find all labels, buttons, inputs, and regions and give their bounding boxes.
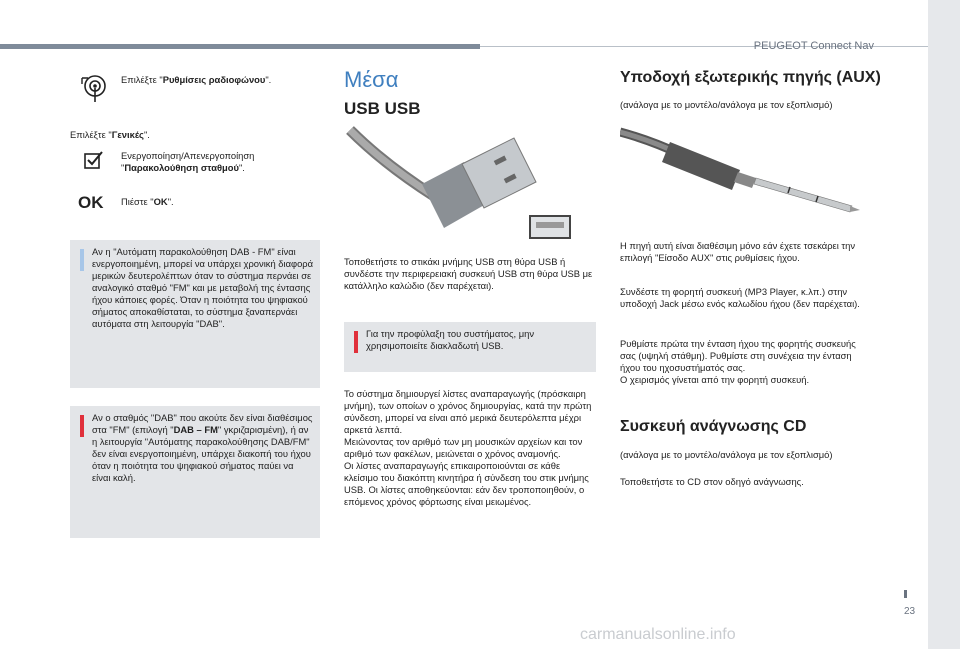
page-marker (904, 590, 907, 598)
checkbox-checked-icon (83, 150, 103, 170)
header-bar (0, 44, 480, 49)
usb-subtitle: USB USB (344, 99, 421, 118)
cd-title: Συσκευή ανάγνωσης CD (620, 418, 807, 435)
warning-note-dab-fm (70, 406, 320, 538)
info-marker (80, 249, 84, 271)
ok-text: Πιέστε "OK". (121, 196, 174, 207)
aux-title: Υποδοχή εξωτερικής πηγής (AUX) (620, 69, 881, 86)
aux-note: Η πηγή αυτή είναι διαθέσιμη μόνο εάν έχετε τσεκάρει την επιλογή "Είσοδο AUX" στις ρυθμίσεις ήχου. (620, 240, 856, 263)
cd-availability: (ανάλογα με το μοντέλο/ανάλογα με τον εξοπλισμό) (620, 449, 833, 460)
watermark: carmanualsonline.info (580, 626, 736, 643)
usb-plug-illustration (344, 124, 596, 242)
tracking-text: Ενεργοποίηση/Απενεργοποίηση "Παρακολούθηση σταθμού". (121, 150, 255, 173)
warning-note-text: Αν ο σταθμός "DAB" που ακούτε δεν είναι διαθέσιμος στα "FM" (επιλογή "DAB – FM" γκριζαρισμένη), ή αν η λειτουργία "Αυτόματης παρακολούθησης DAB/FM" δεν είναι ενεργοποιημένη, υπάρχει διακοπή του ήχου όταν η ποιότητα του ψηφιακού σήματος παύει να είναι καλή. (92, 412, 313, 483)
page-number: 23 (904, 606, 916, 617)
radio-settings-icon (80, 72, 110, 104)
media-title: Μέσα (344, 67, 399, 92)
aux-availability: (ανάλογα με το μοντέλο/ανάλογα με τον εξοπλισμό) (620, 99, 833, 110)
page-edge-band (928, 0, 960, 649)
ok-icon: OK (78, 193, 104, 212)
aux-volume: Ρυθμίστε πρώτα την ένταση ήχου της φορητής συσκευής σας (υψηλή στάθμη). Ρυθμίστε στη συνέχεια την ένταση ήχου του ηχοσυστήματός σας. Ο χειρισμός γίνεται από την φορητή συσκευή. (620, 338, 856, 385)
radio-settings-text: Επιλέξτε "Ρυθμίσεις ραδιοφώνου". (121, 74, 272, 85)
brand-header: PEUGEOT Connect Nav (753, 40, 874, 52)
usb-warning-text: Για την προφύλαξη του συστήματος, μην χρησιμοποιείτε διακλαδωτή USB. (366, 328, 535, 351)
usb-warning-note (344, 322, 596, 372)
cd-instructions: Τοποθετήστε το CD στον οδηγό ανάγνωσης. (620, 476, 804, 487)
select-general-text: Επιλέξτε "Γενικές". (70, 129, 150, 140)
info-note-dab (70, 240, 320, 388)
jack-plug-illustration (620, 124, 876, 214)
warning-marker (80, 415, 84, 437)
playlist-explanation: Το σύστημα δημιουργεί λίστες αναπαραγωγής (πρόσκαιρη μνήμη), των οποίων ο χρόνος δημιουργίας, κατά την πρώτη σύνδεση, μπορεί να είναι από μερικά δευτερόλεπτα μέχρι αρκετά λεπτά. Μειώνοντας τον αριθμό των μη μουσικών αρχείων και τον αριθμό των φακέλων, μειώνεται ο χρόνος αναμονής. Οι λίστες αναπαραγωγής επικαιροποιούνται σε κάθε κλείσιμο του διακόπτη κινητήρα ή σύνδεση του στικ μνήμης USB. Οι λίστες αποθηκεύονται: εάν δεν τροποποιηθούν, ο επόμενος χρόνος φόρτωσης είναι μειωμένος. (344, 388, 592, 507)
usb-instructions: Τοποθετήστε το στικάκι μνήμης USB στη θύρα USB ή συνδέστε την περιφερειακή συσκευή USB στη θύρα USB με κατάλληλο καλώδιο (δεν παρέχεται). (344, 256, 593, 291)
info-note-text: Αν η "Αυτόματη παρακολούθηση DAB - FM" είναι ενεργοποιημένη, μπορεί να υπάρχει χρονική διαφορά μερικών δευτερολέπτων όταν το σύστημα περνάει σε αναλογικό σταθμό "FM" και με μεταβολή της έντασης ήχου κάποιες φορές. Όταν η ποιότητα του ψηφιακού σήματος αποκαθίσταται, το σύστημα ξαναπερνάει αυτόματα στη λειτουργία "DAB". (92, 246, 314, 329)
warning-marker (354, 331, 358, 353)
aux-connect: Συνδέστε τη φορητή συσκευή (MP3 Player, κ.λπ.) στην υποδοχή Jack μέσω ενός καλωδίου ήχου (δεν παρέχεται). (620, 286, 860, 309)
